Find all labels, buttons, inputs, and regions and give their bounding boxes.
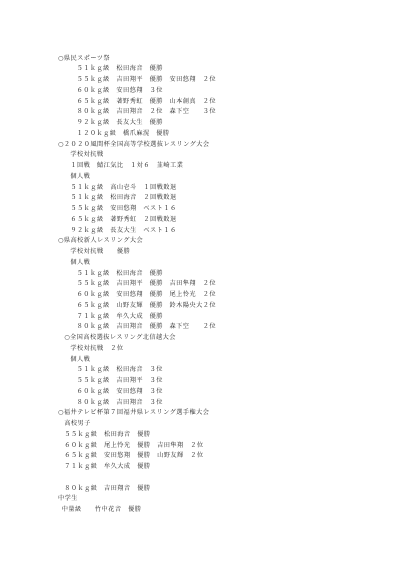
document-text-line: ５１ｋｇ級 松田海音 優勝 <box>76 65 163 73</box>
document-text-line: ５５ｋｇ級 吉田翔平 優勝 吉田隼翔 ２位 <box>76 280 216 288</box>
section-heading: ○全国高校選抜レスリング北信越大会 <box>64 334 176 341</box>
document-text-line: ５１ｋｇ級 松田海音 優勝 <box>76 269 163 277</box>
section-heading: ○県高校新人レスリング大会 <box>58 237 144 245</box>
document-text-line: 学校対抗戦 ２位 <box>70 344 124 352</box>
document-text-line: ８０ｋｇ級 吉田翔音 ３位 <box>76 398 163 406</box>
document-text-line: 中量級 竹中花音 優勝 <box>61 506 142 513</box>
document-text-line: ８０ｋｇ級 吉田翔音 優勝 <box>64 484 151 492</box>
document-text-line: 学校対抗戦 <box>70 151 104 159</box>
document-text-line: ６５ｋｇ級 安田悠翔 優勝 山野友輝 ２位 <box>64 452 204 460</box>
document-text-line: ６０ｋｇ級 尾上怜光 優勝 吉田隼翔 ２位 <box>64 441 204 449</box>
document-text-line: ６５ｋｇ級 著野秀虹 ２回戦敗退 <box>70 215 177 223</box>
document-text-line: １回戦 鯖江気比 １対６ 韮崎工業 <box>70 162 184 169</box>
document-text-line: ５１ｋｇ級 松田海音 ３位 <box>76 366 163 374</box>
document-text-line: ５５ｋｇ級 安田悠翔 ベスト１６ <box>70 205 177 212</box>
document-text-line: 学校対抗戦 優勝 <box>70 248 131 255</box>
document-text-line: ５１ｋｇ級 高山壱斗 １回戦敗退 <box>70 183 177 191</box>
document-text-line: 高校男子 <box>64 420 91 427</box>
document-text-line: 中学生 <box>58 495 78 503</box>
document-text-line: ７１ｋｇ級 牟久大成 優勝 <box>64 463 151 470</box>
document-text-line: ５５ｋｇ級 松田海音 優勝 <box>64 430 151 438</box>
document-text-line: ９２ｋｇ級 長友大生 ベスト１６ <box>70 226 177 234</box>
document-text-line: ６５ｋｇ級 著野秀虹 優勝 山本創真 ２位 <box>76 97 216 105</box>
section-heading: ○県民スポーツ祭 <box>58 54 111 62</box>
section-heading: ○福井テレビ杯第７回福井県レスリング選手権大会 <box>58 409 210 417</box>
document-text-line: ５１ｋｇ級 松田海音 ２回戦敗退 <box>70 194 177 202</box>
document-text-line: ６０ｋｇ級 安田悠翔 優勝 尾上怜光 ２位 <box>76 291 216 298</box>
document-text-line: １２０ｋｇ級 橋爪麻滉 優勝 <box>76 129 170 137</box>
document-text-line: ６０ｋｇ級 安田悠翔 ３位 <box>76 86 163 94</box>
document-text-line: ７１ｋｇ級 牟久大成 優勝 <box>76 312 163 320</box>
section-heading: ○２０２０風間杯全国高等学校選抜レスリング大会 <box>58 140 210 148</box>
document-text-line: 個人戦 <box>70 258 91 266</box>
document-text-line: ６０ｋｇ級 安田悠翔 ３位 <box>76 387 163 395</box>
document-text-line: ８０ｋｇ級 吉田翔音 ２位 森下空 ３位 <box>76 108 216 116</box>
document-text-line: 個人戦 <box>70 172 91 180</box>
document-text-line: ９２ｋｇ級 長友大生 優勝 <box>76 119 163 126</box>
document-text-line: ６５ｋｇ級 山野友輝 優勝 鈴木陽央大２位 <box>76 301 216 309</box>
document-text-line: ５５ｋｇ級 吉田翔平 ３位 <box>76 377 163 384</box>
document-text-line: ８０ｋｇ級 吉田翔音 優勝 森下空 ２位 <box>76 323 216 331</box>
document-text-line: ５５ｋｇ級 吉田翔平 優勝 安田悠翔 ２位 <box>76 76 216 83</box>
document-text-line: 個人戦 <box>70 355 91 363</box>
